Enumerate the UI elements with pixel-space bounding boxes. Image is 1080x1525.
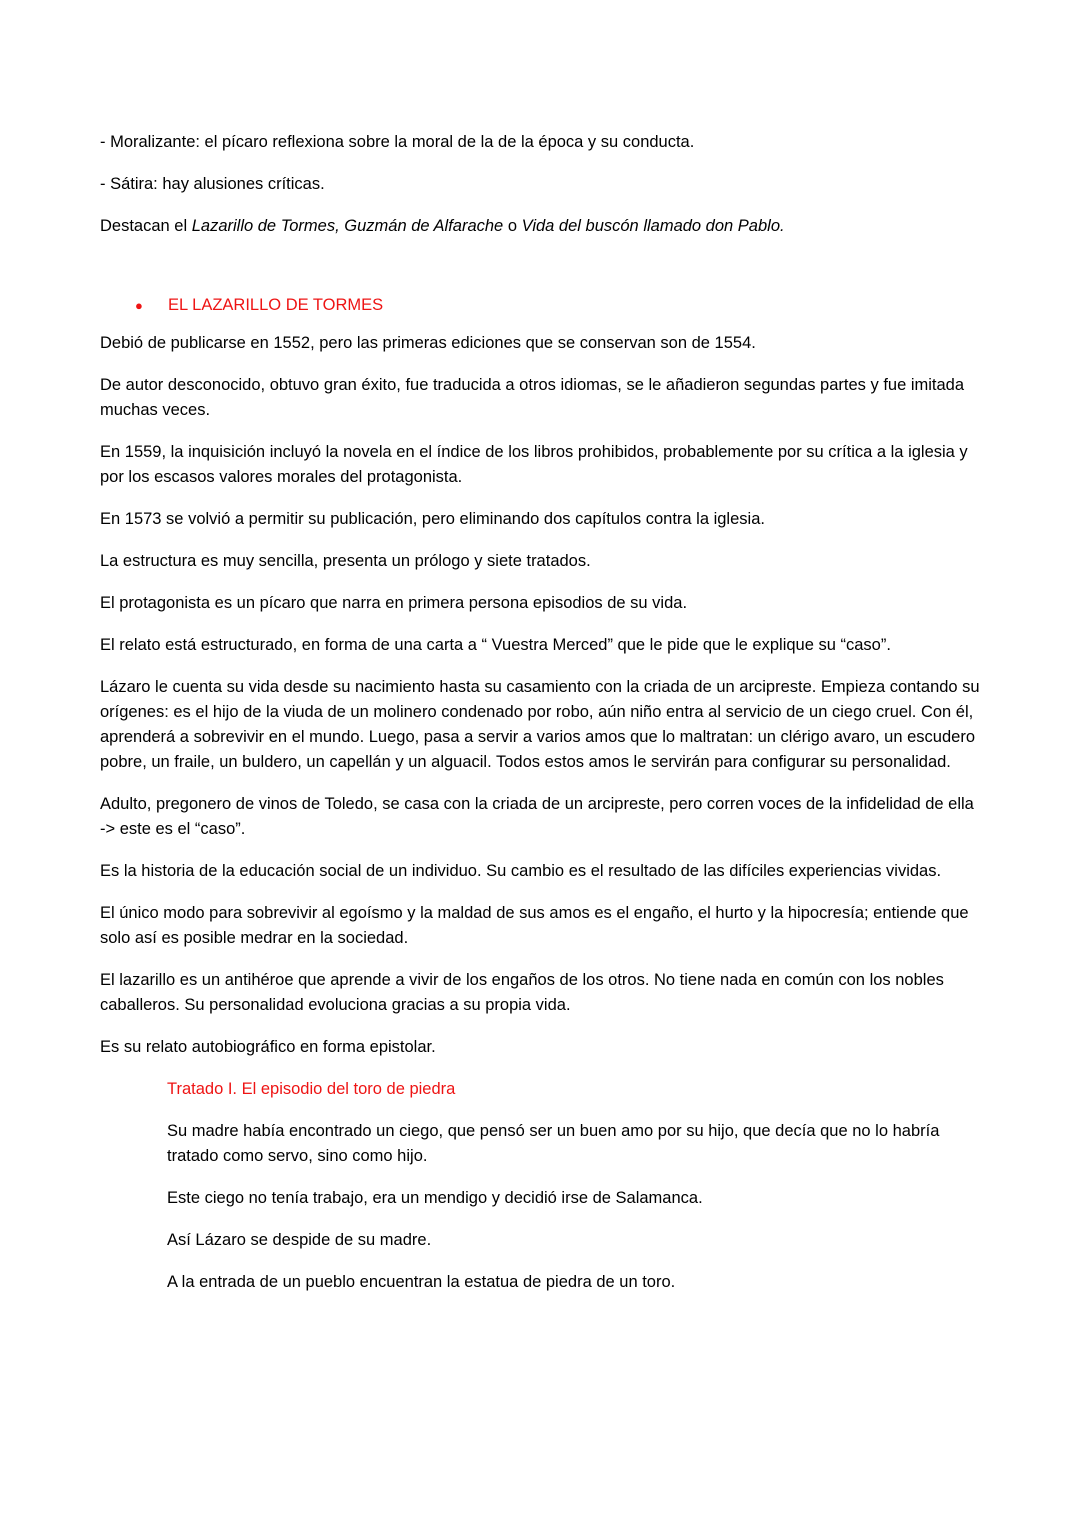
section-heading xyxy=(100,293,980,318)
section-heading-text: EL LAZARILLO DE TORMES xyxy=(168,296,384,314)
destacan-conjunction: o xyxy=(503,217,522,235)
paragraph: En 1559, la inquisición incluyó la novela en el índice de los libros prohibidos, probablemente por su crítica a la iglesia y por los escasos valores morales del protagonista. xyxy=(100,443,968,486)
paragraph: El protagonista es un pícaro que narra en primera persona episodios de su vida. xyxy=(100,594,688,612)
paragraph: De autor desconocido, obtuvo gran éxito, fue traducida a otros idiomas, se le añadieron segundas partes y fue imitada muchas veces. xyxy=(100,376,965,419)
subsection-heading: Tratado I. El episodio del toro de piedra xyxy=(167,1080,456,1098)
paragraph: A la entrada de un pueblo encuentran la estatua de piedra de un toro. xyxy=(167,1273,676,1291)
paragraph: Su madre había encontrado un ciego, que pensó ser un buen amo por su hijo, que decía que no lo habría tratado como servo, sino como hijo. xyxy=(167,1122,940,1165)
intro-destacan-line xyxy=(100,214,980,239)
intro-dash-line-moralizante: - Moralizante: el pícaro reflexiona sobre la moral de la de la época y su conducta. xyxy=(100,133,695,151)
paragraph: Este ciego no tenía trabajo, era un mendigo y decidió irse de Salamanca. xyxy=(167,1189,703,1207)
bullet-icon: ● xyxy=(135,298,143,313)
paragraph: El único modo para sobrevivir al egoísmo y la maldad de sus amos es el engaño, el hurto y la hipocresía; entiende que solo así es posible medrar en la sociedad. xyxy=(100,904,969,947)
book-title-buscon: Vida del buscón llamado don Pablo. xyxy=(521,217,785,235)
paragraph: Así Lázaro se despide de su madre. xyxy=(167,1231,432,1249)
subsection-tratado-1 xyxy=(167,1077,980,1295)
destacan-text: Destacan el xyxy=(100,217,192,235)
paragraph: Es la historia de la educación social de un individuo. Su cambio es el resultado de las difíciles experiencias vividas. xyxy=(100,862,942,880)
paragraph: En 1573 se volvió a permitir su publicación, pero eliminando dos capítulos contra la iglesia. xyxy=(100,510,765,528)
paragraph: Debió de publicarse en 1552, pero las primeras ediciones que se conservan son de 1554. xyxy=(100,334,756,352)
paragraph: La estructura es muy sencilla, presenta un prólogo y siete tratados. xyxy=(100,552,591,570)
paragraph: Adulto, pregonero de vinos de Toledo, se casa con la criada de un arcipreste, pero corren voces de la infidelidad de ella -> este es el “caso”. xyxy=(100,795,974,838)
paragraph: Lázaro le cuenta su vida desde su nacimiento hasta su casamiento con la criada de un arcipreste. Empieza contando su orígenes: es el hijo de la viuda de un molinero condenado por robo, aún niño entra al servicio de un ciego cruel. Con él, aprenderá a sobrevivir en el mundo. Luego, pasa a servir a varios amos que lo maltratan: un clérigo avaro, un escudero pobre, un fraile, un buldero, un capellán y un alguacil. Todos estos amos le servirán para configurar su personalidad. xyxy=(100,678,980,771)
paragraph: Es su relato autobiográfico en forma epistolar. xyxy=(100,1038,436,1056)
paragraph: El relato está estructurado, en forma de una carta a “ Vuestra Merced” que le pide que le explique su “caso”. xyxy=(100,636,891,654)
book-title-lazarillo-guzman: Lazarillo de Tormes, Guzmán de Alfarache xyxy=(191,217,504,235)
intro-dash-line-satira: - Sátira: hay alusiones críticas. xyxy=(100,175,325,193)
paragraph: El lazarillo es un antihéroe que aprende a vivir de los engaños de los otros. No tiene nada en común con los nobles caballeros. Su personalidad evoluciona gracias a su propia vida. xyxy=(100,971,944,1014)
